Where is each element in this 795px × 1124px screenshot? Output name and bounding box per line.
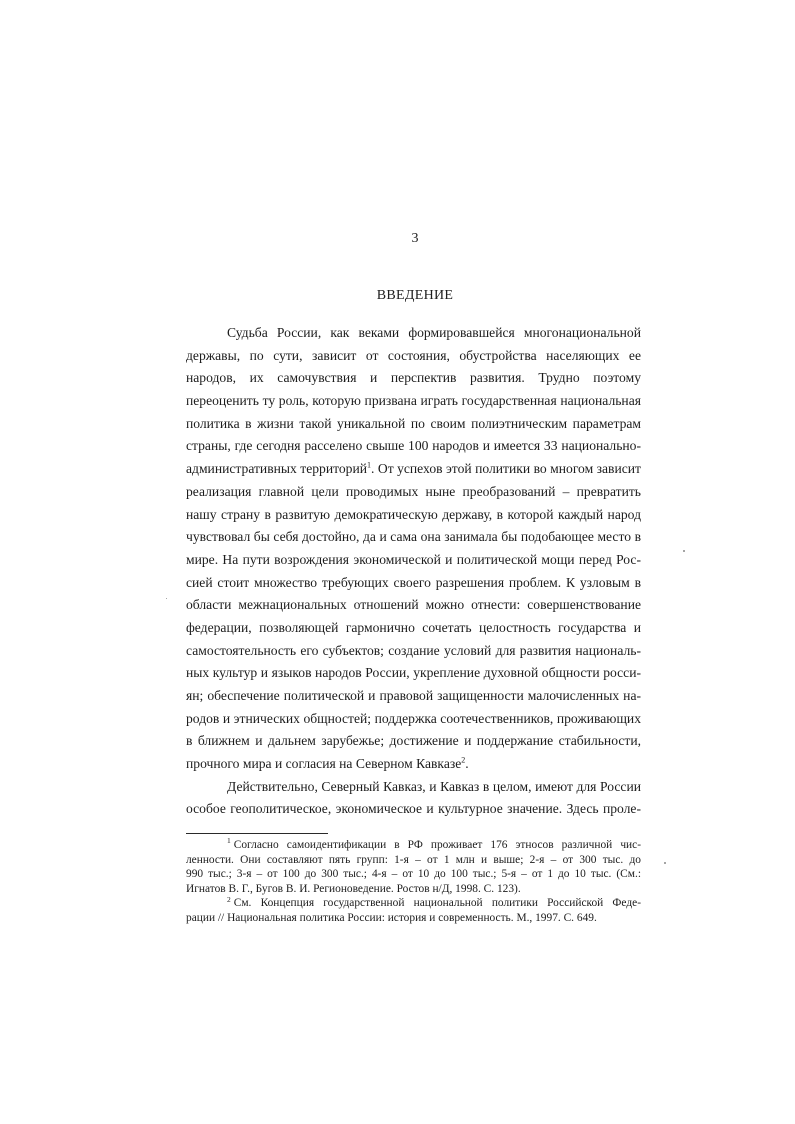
text-line: чувствовал бы себя достойно, да и сама она занимала бы подобающее место в	[186, 529, 641, 545]
text-line: родов и этнических общностей; поддержка соотечественников, проживающих	[186, 710, 641, 726]
footnote-1-line: 990 тыс.; 3-я – от 100 до 300 тыс.; 4-я – от 10 до 100 тыс.; 5-я – от 1 до 10 тыс. (См.:	[186, 868, 641, 881]
footnote-2-mark: 2	[227, 894, 231, 904]
text-line: федерации, позволяющей гармонично сочетать целостность государства и	[186, 619, 641, 635]
footnote-1-line	[186, 838, 641, 853]
footnote-ref-2[interactable]: 2	[461, 755, 466, 765]
footnotes	[186, 838, 641, 926]
footnote-text: См. Концепция государственной национальной политики Российской Феде-	[233, 897, 641, 910]
footnote-divider	[186, 833, 328, 834]
text-line: области межнациональных отношений можно отнести: совершенствование	[186, 597, 641, 613]
text-line	[186, 458, 641, 481]
page-number: 3	[411, 231, 419, 246]
text-line	[186, 753, 641, 776]
footnote-2-line: рации // Национальная политика России: история и современность. М., 1997. С. 649.	[186, 911, 597, 924]
text-line: народов, их самочувствия и перспектив развития. Трудно поэтому	[186, 370, 641, 386]
text-fragment: прочного мира и согласия на Северном Кавказе	[186, 756, 462, 772]
text-line: политика в жизни такой уникальной по своим полиэтническим параметрам	[186, 415, 641, 431]
text-line: Действительно, Северный Кавказ, и Кавказ в целом, имеют для России	[227, 778, 641, 794]
body-text	[186, 322, 641, 821]
text-line: ных культур и языков народов России, укрепление духовной общности росси-	[186, 665, 641, 681]
text-line: в ближнем и дальнем зарубежье; достижение и поддержание стабильности,	[186, 733, 641, 749]
footnote-text: Согласно самоидентификации в РФ проживает 176 этносов различной чис-	[233, 839, 641, 851]
text-line: самостоятельность его субъектов; создание условий для развития националь-	[186, 642, 641, 658]
text-line: страны, где сегодня расселено свыше 100 народов и имеется 33 национально-	[186, 438, 641, 454]
text-fragment: административных территорий	[186, 461, 368, 477]
scan-speck	[166, 598, 167, 599]
page-title: ВВЕДЕНИЕ	[376, 288, 454, 303]
footnote-2-line	[186, 896, 641, 911]
footnote-1-mark: 1	[227, 836, 231, 846]
scan-speck	[664, 862, 666, 864]
footnote-1-line: Игнатов В. Г., Бугов В. И. Регионоведение. Ростов н/Д, 1998. С. 123).	[186, 882, 521, 895]
text-fragment: . От успехов этой политики во многом зависит	[371, 461, 641, 477]
text-fragment: .	[465, 756, 469, 772]
text-line: сией стоит множество требующих своего разрешения проблем. К узловым в	[186, 574, 641, 590]
footnote-1-line: ленности. Они составляют пять групп: 1-я – от 1 млн и выше; 2-я – от 300 тыс. до	[186, 853, 641, 866]
text-line: державы, по сути, зависит от состояния, обустройства населяющих ее	[186, 347, 641, 363]
footnote-ref-1[interactable]: 1	[367, 460, 372, 470]
scan-speck	[683, 550, 685, 552]
text-line: нашу страну в развитую демократическую державу, в которой каждый народ	[186, 506, 641, 522]
text-line: особое геополитическое, экономическое и культурное значение. Здесь проле-	[186, 801, 641, 817]
text-line: переоценить ту роль, которую призвана играть государственная национальная	[186, 393, 641, 409]
text-line: ян; обеспечение политической и правовой защищенности малочисленных на-	[186, 688, 641, 703]
text-line: реализация главной цели проводимых ныне преобразований – превратить	[186, 483, 641, 499]
text-line: мире. На пути возрождения экономической и политической мощи перед Рос-	[186, 551, 641, 567]
text-line: Судьба России, как веками формировавшейся многонациональной	[227, 325, 641, 340]
